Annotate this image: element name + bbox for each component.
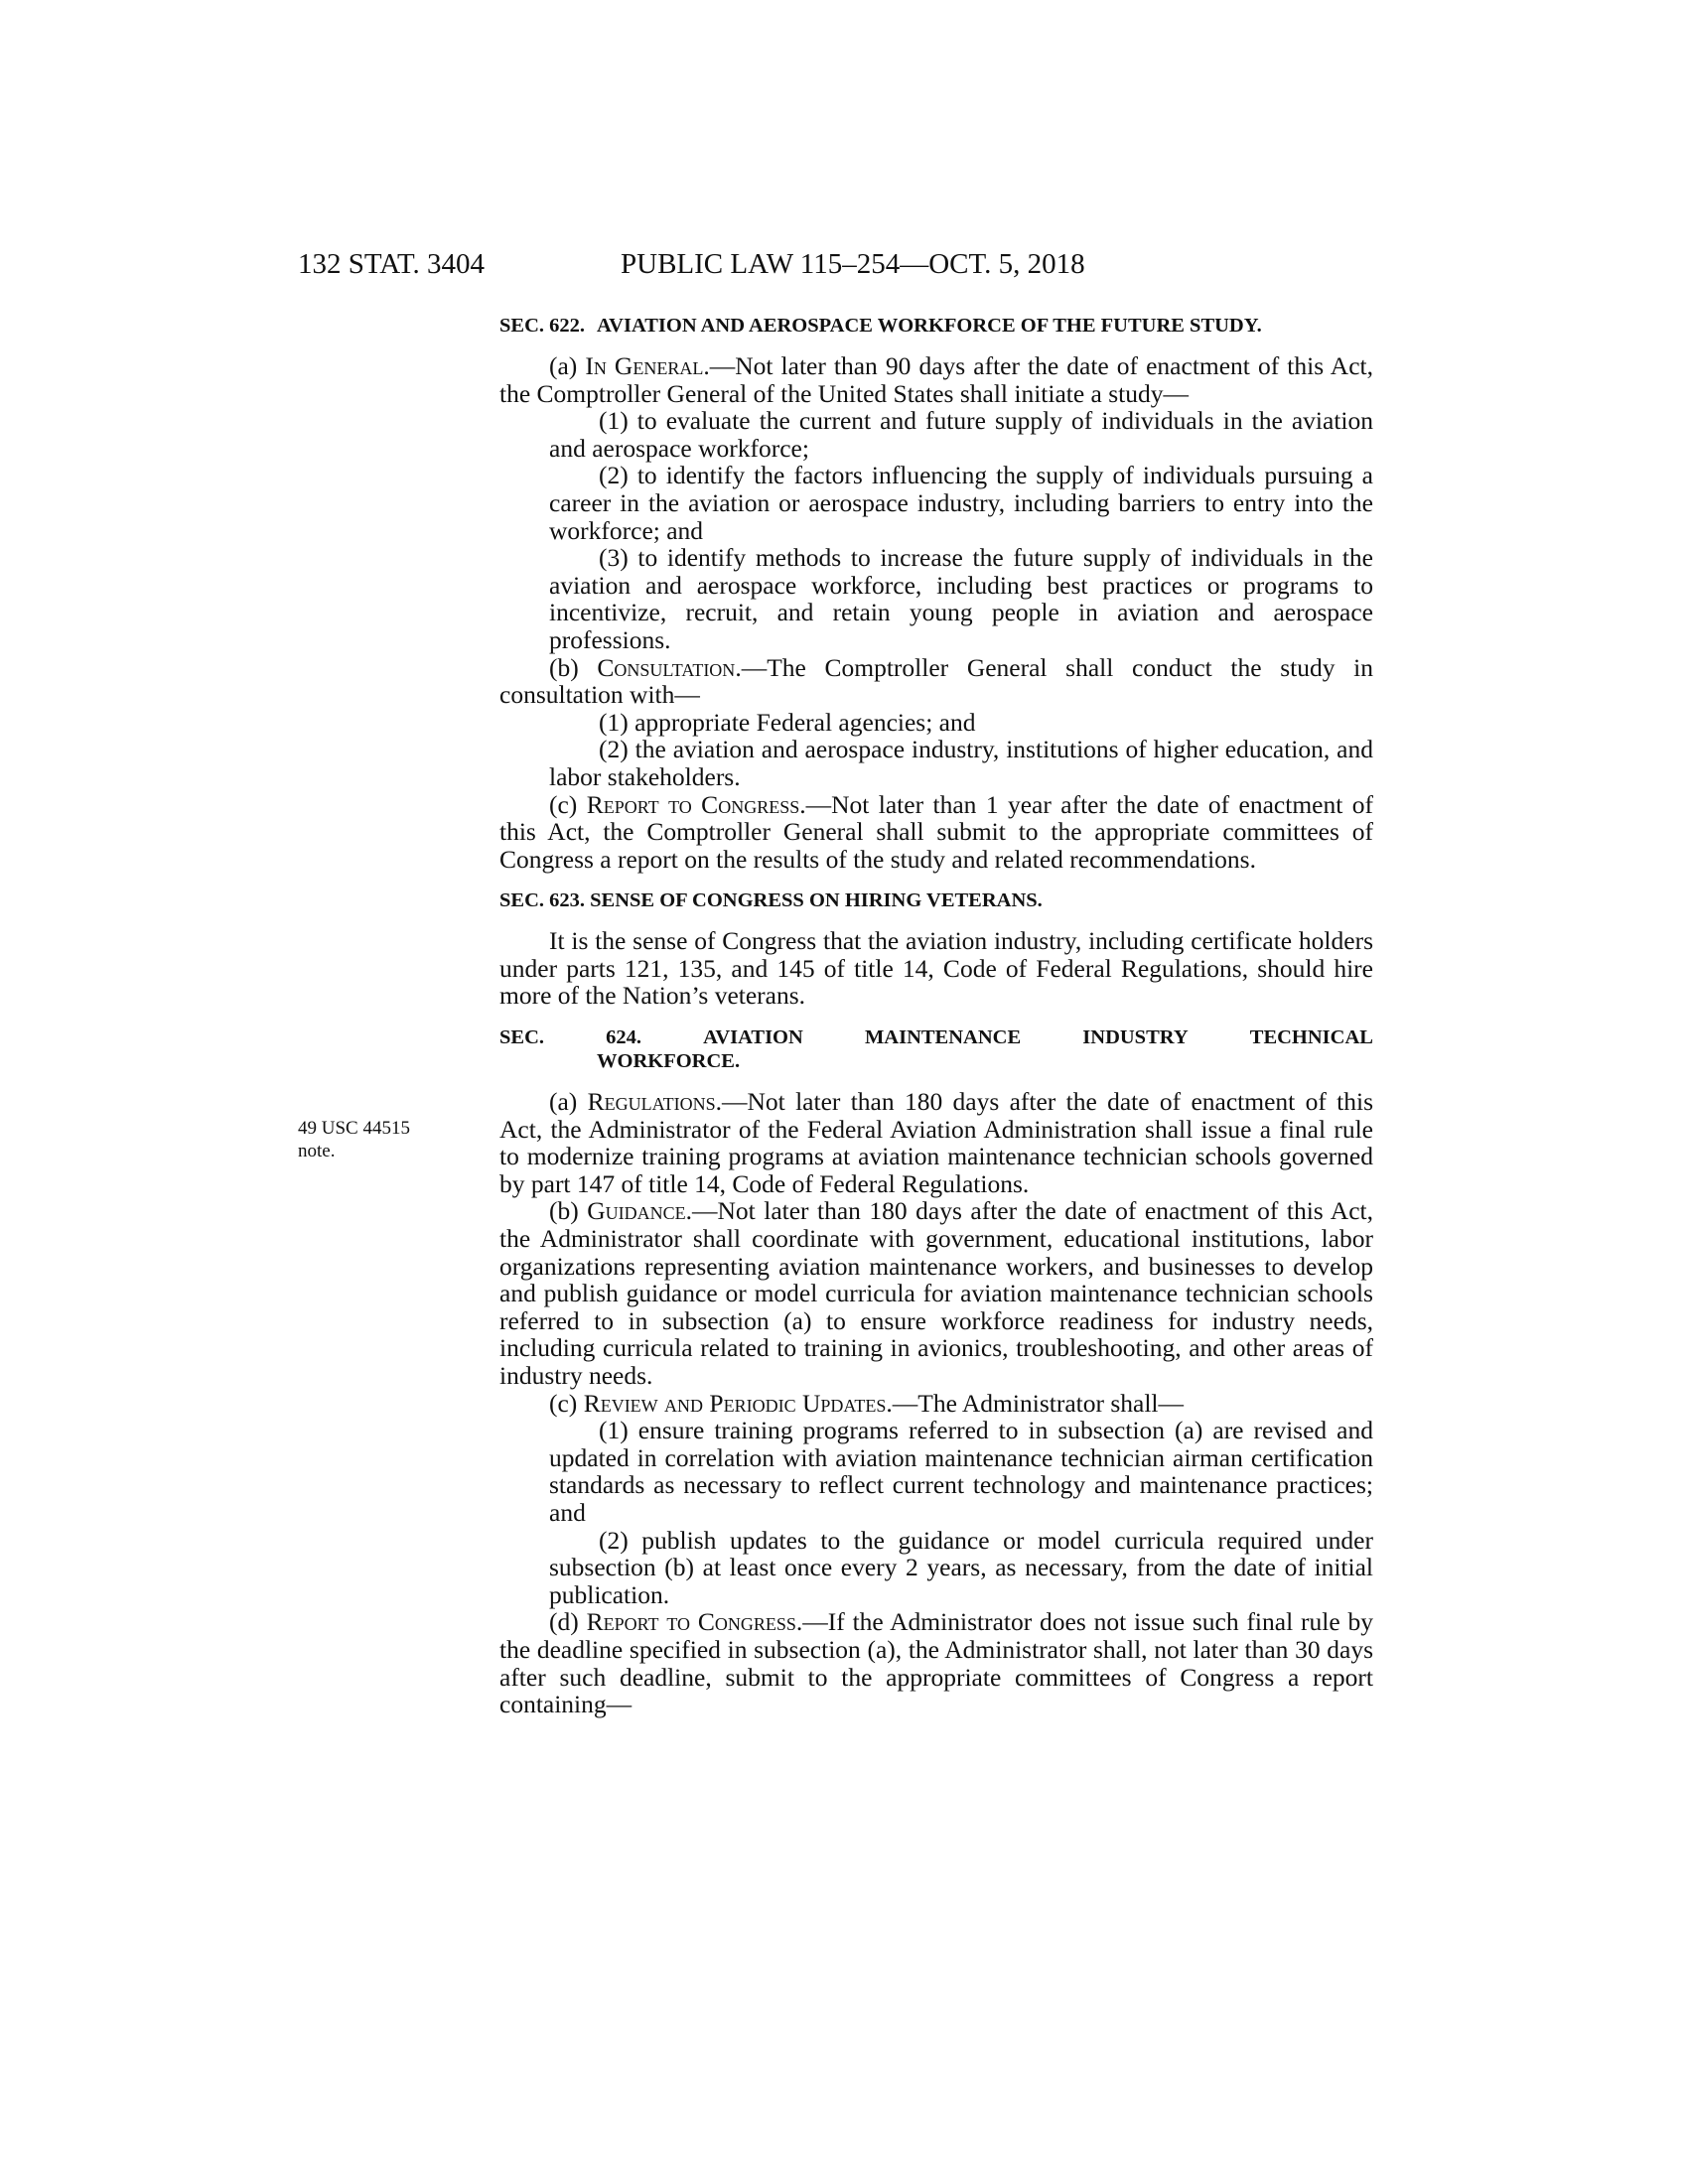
margin-note	[298, 1117, 447, 1162]
paragraph-a1: (1) to evaluate the current and future supply of individuals in the aviation and aerospace workforce;	[549, 406, 1373, 463]
subsection-c: (c) Report to Congress.—Not later than 1 year after the date of enactment of this Act, the Comptroller General shall submit to the appropriate committees of Congress a report on the results of the study and related recommendations.	[499, 789, 1373, 874]
section-number: SEC. 622.	[499, 315, 586, 337]
paragraph-c2: (2) publish updates to the guidance or model curricula required under subsection (b) at least once every 2 years, as necessary, from the date of initial publication.	[549, 1525, 1373, 1609]
subsection-text: Not later than 180 days after the date of enactment of this Act, the Administrator of the Federal Aviation Administration shall issue a final rule to modernize training programs at aviation maintenance technician schools governed by part 147 of title 14, Code of Federal Regulations.	[499, 1087, 1373, 1198]
section-622-heading	[499, 314, 1373, 338]
subsection-text: The Administrator shall—	[917, 1388, 1184, 1418]
stat-page-number: 132 STAT. 3404	[298, 248, 486, 280]
heading-word: AVIATION	[703, 1026, 803, 1049]
subsection-text: Not later than 1 year after the date of enactment of this Act, the Comptroller General shall submit to the appropriate committees of Congress a report on the results of the study and related recommendations.	[499, 789, 1373, 874]
section-623-heading: SEC. 623. SENSE OF CONGRESS ON HIRING VETERANS.	[499, 889, 1043, 912]
subsection-text: Not later than 180 days after the date of enactment of this Act, the Administrator shall coordinate with government, educational institutions, labor organizations representing aviation maintenance workers, and businesses to develop and publish guidance or model curricula for aviation maintenance technician schools referred to in subsection (a) to ensure workforce readiness for industry needs, including curricula related to training in avionics, troubleshooting, and other areas of industry needs.	[499, 1196, 1373, 1390]
paragraph-a2: (2) to identify the factors influencing the supply of individuals pursuing a career in the aviation or aerospace industry, including barriers to entry into the workforce; and	[549, 461, 1373, 545]
section-623-text: It is the sense of Congress that the aviation industry, including certificate holders under parts 121, 135, and 145 of title 14, Code of Federal Regulations, should hire more of the Nation’s veterans.	[499, 926, 1373, 1011]
paragraph-c1: (1) ensure training programs referred to in subsection (a) are revised and updated in correlation with aviation maintenance technician airman certification standards as necessary to reflect current technology and maintenance practices; and	[549, 1416, 1373, 1527]
subsection-b: (b) Consultation.—The Comptroller General shall conduct the study in consultation with—	[499, 652, 1373, 710]
subsection-heading: In General	[585, 351, 704, 380]
subsection-d: (d) Report to Congress.—If the Administrator does not issue such final rule by the deadline specified in subsection (a), the Administrator shall, not later than 30 days after such deadline, submit to the appropriate committees of Congress a report containing—	[499, 1607, 1373, 1719]
section-title: AVIATION AND AEROSPACE WORKFORCE OF THE FUTURE STUDY.	[597, 315, 1262, 337]
subsection-text: The Comptroller General shall conduct the study in consultation with—	[499, 652, 1373, 710]
margin-note-label: note.	[298, 1141, 336, 1161]
subsection-heading: Review and Periodic Updates	[583, 1388, 887, 1418]
subsection-heading: Regulations	[587, 1087, 716, 1117]
heading-word: 624.	[606, 1026, 642, 1049]
heading-word: SEC.	[499, 1026, 545, 1049]
heading-word: TECHNICAL	[1249, 1026, 1373, 1049]
paragraph-b1: (1) appropriate Federal agencies; and	[599, 707, 976, 737]
paragraph-b2: (2) the aviation and aerospace industry, institutions of higher education, and labor stakeholders.	[549, 735, 1373, 791]
running-header	[298, 248, 1370, 288]
margin-note-citation: 49 USC 44515	[298, 1118, 410, 1139]
document-body	[499, 314, 1373, 1718]
section-624-heading	[499, 1025, 1373, 1049]
heading-word: MAINTENANCE	[864, 1026, 1022, 1049]
subsection-b: (b) Guidance.—Not later than 180 days after the date of enactment of this Act, the Administrator shall coordinate with government, educational institutions, labor organizations representing aviation maintenance workers, and businesses to develop and publish guidance or model curricula for aviation maintenance technician schools referred to in subsection (a) to ensure workforce readiness for industry needs, including curricula related to training in avionics, troubleshooting, and other areas of industry needs.	[499, 1196, 1373, 1390]
public-law-citation: PUBLIC LAW 115–254—OCT. 5, 2018	[621, 248, 1085, 280]
subsection-a: (a) In General.—Not later than 90 days after the date of enactment of this Act, the Comptroller General of the United States shall initiate a study—	[499, 351, 1373, 408]
subsection-text: Not later than 90 days after the date of enactment of this Act, the Comptroller General of the United States shall initiate a study—	[499, 351, 1373, 408]
subsection-text: If the Administrator does not issue such final rule by the deadline specified in subsection (a), the Administrator shall, not later than 30 days after such deadline, submit to the appropriate committees of Congress a report containing—	[499, 1607, 1373, 1719]
section-624-heading-line2: WORKFORCE.	[597, 1050, 741, 1073]
heading-word: INDUSTRY	[1082, 1026, 1189, 1049]
subsection-c: (c) Review and Periodic Updates.—The Administrator shall—	[549, 1388, 1184, 1418]
subsection-heading: Report to Congress	[586, 789, 800, 819]
subsection-heading: Report to Congress	[586, 1607, 796, 1637]
subsection-heading: Guidance	[587, 1196, 686, 1226]
subsection-a: (a) Regulations.—Not later than 180 days after the date of enactment of this Act, the Administrator of the Federal Aviation Administration shall issue a final rule to modernize training programs at aviation maintenance technician schools governed by part 147 of title 14, Code of Federal Regulations.	[499, 1087, 1373, 1198]
subsection-heading: Consultation	[597, 652, 736, 682]
paragraph-a3: (3) to identify methods to increase the future supply of individuals in the aviation and aerospace workforce, including best practices or programs to incentivize, recruit, and retain young people in aviation and aerospace professions.	[549, 543, 1373, 654]
